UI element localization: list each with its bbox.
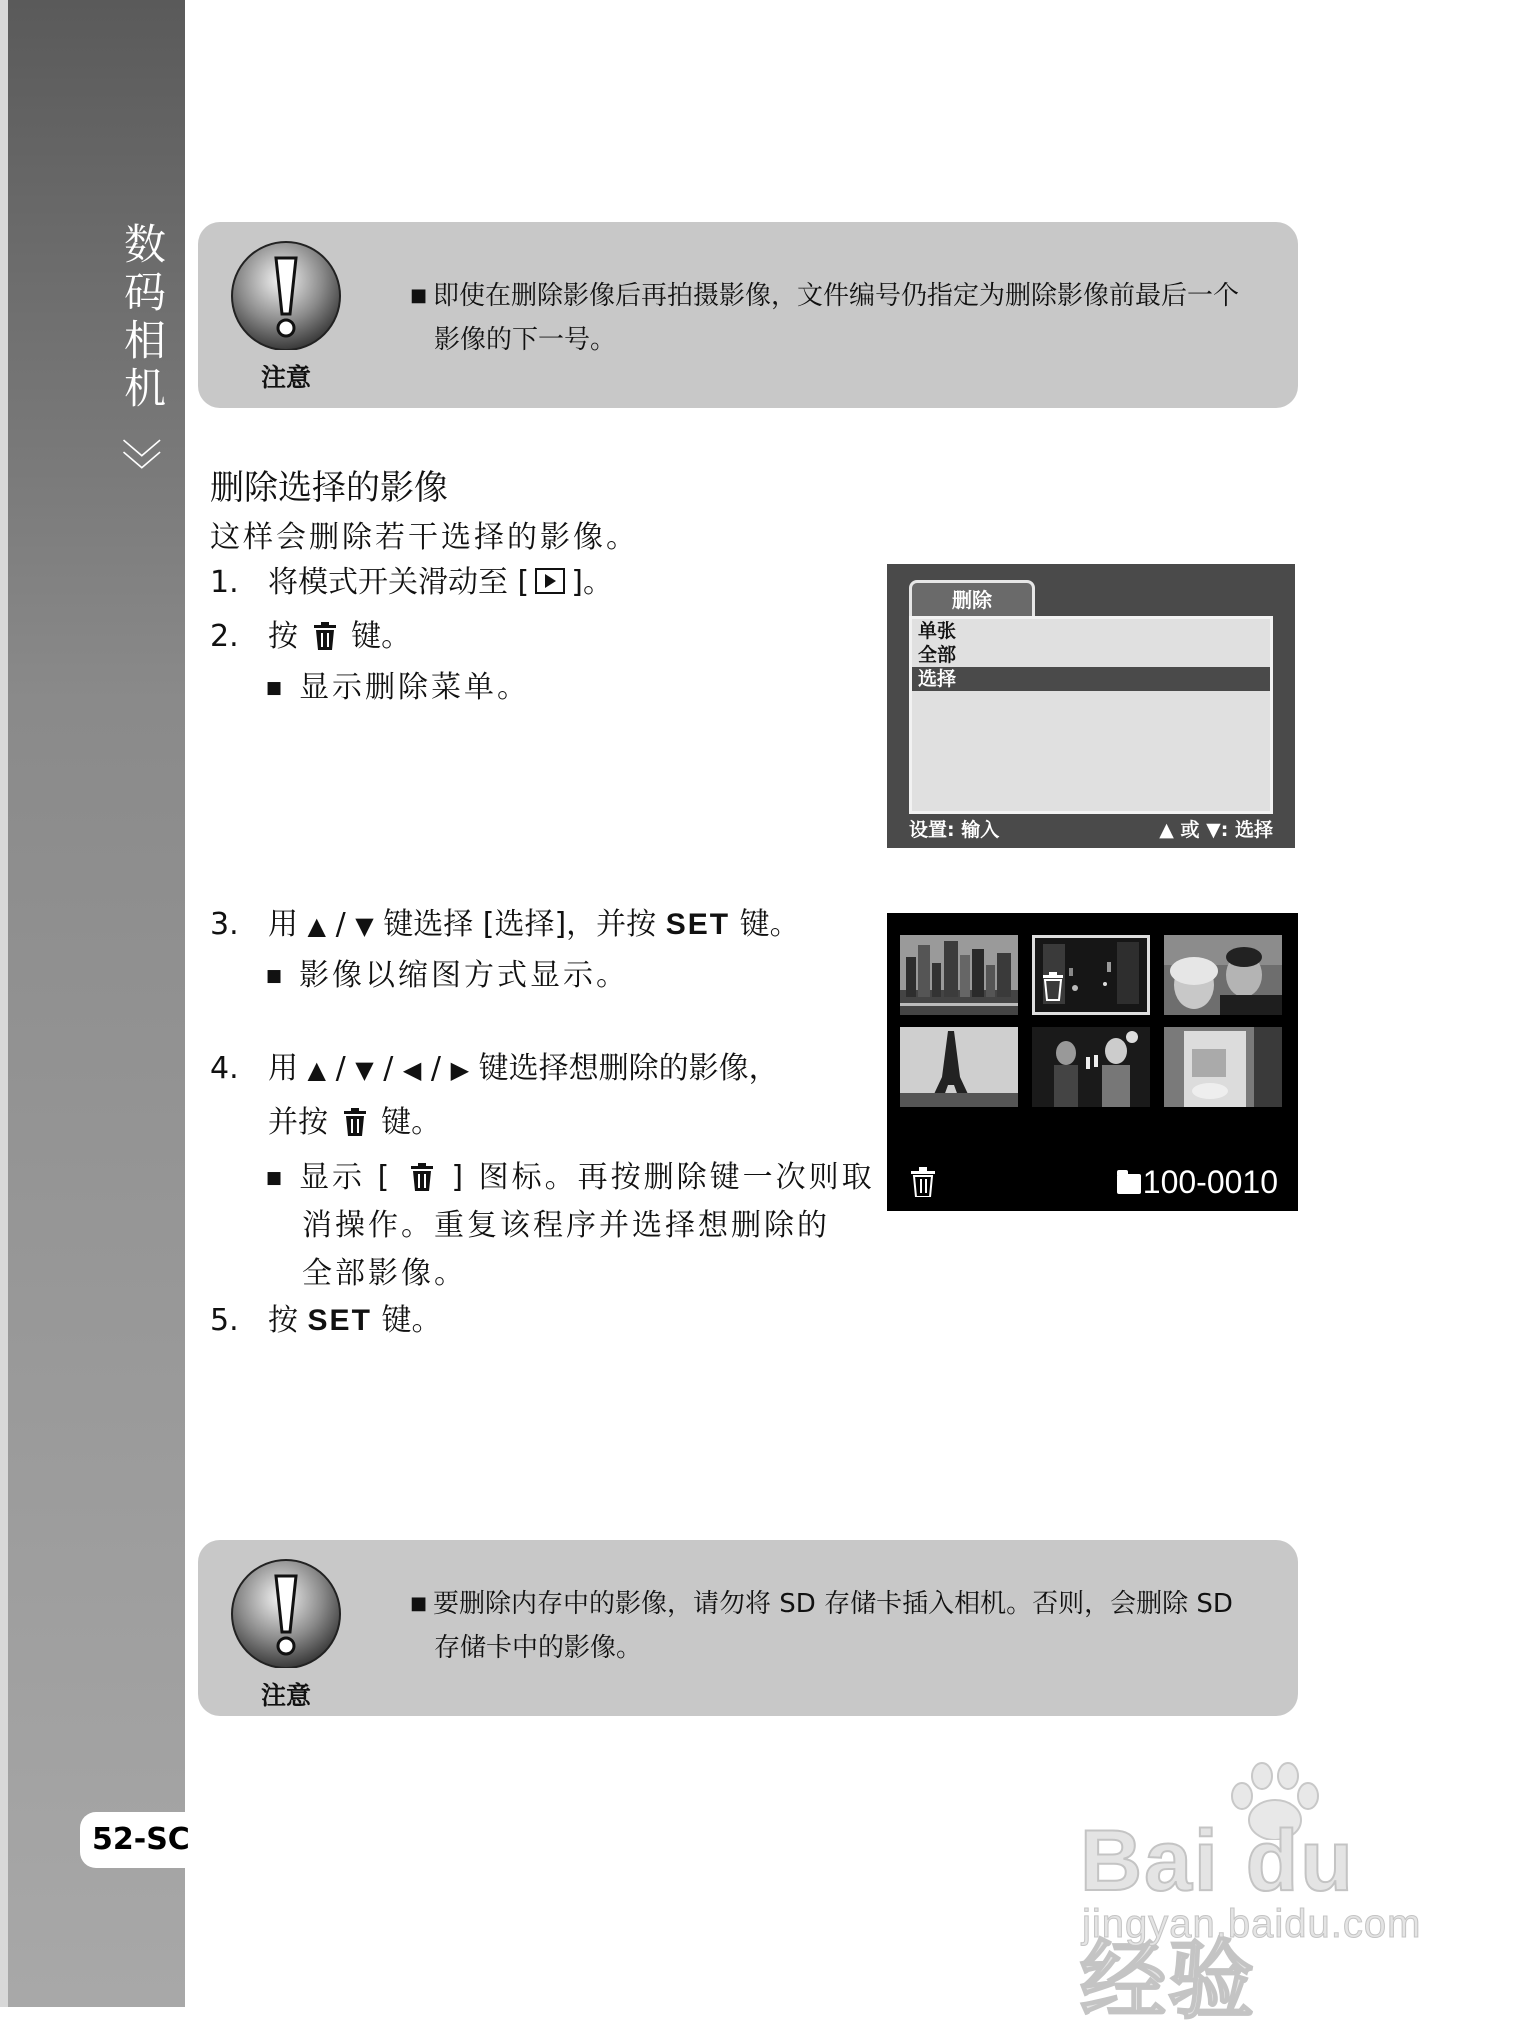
note-label: 注意 [260, 1681, 311, 1710]
set-key-label: SET [665, 908, 731, 941]
warning-icon [226, 240, 346, 394]
step-1: 1. 将模式开关滑动至 [ ]。 [210, 565, 613, 600]
down-arrow-icon: ▼ [355, 1056, 374, 1084]
step-2: 2. 按 键。 [210, 619, 412, 654]
bullet-icon: ■ [410, 1593, 428, 1614]
sidebar-title: 数码相机 [118, 222, 167, 414]
menu-panel [909, 616, 1273, 814]
note-text: ■ 即使在删除影像后再拍摄影像，文件编号仍指定为删除影像前最后一个 影像的下一号。 [410, 281, 1240, 355]
watermark-url: jingyan.baidu.com [1082, 1902, 1422, 1946]
step-4-note-line2: 消操作。重复该程序并选择想删除的 [302, 1208, 830, 1243]
sidebar-edge [0, 0, 8, 2007]
up-arrow-icon: ▲ [1159, 819, 1174, 841]
delete-menu-screen [887, 564, 1295, 848]
up-arrow-icon: ▲ [307, 912, 327, 940]
left-arrow-icon: ◀ [402, 1056, 422, 1084]
step-5: 5. 按 SET 键。 [210, 1303, 442, 1338]
down-arrow-icon: ▼ [1206, 819, 1221, 841]
folder-icon [1117, 1174, 1141, 1194]
trash-icon [344, 1108, 366, 1136]
note-box-1 [198, 222, 1298, 408]
footer-select-hint: ▲ 或 ▼: 选择 [1159, 819, 1273, 841]
step-3-note: ■ 影像以缩图方式显示。 [266, 958, 630, 993]
note-label: 注意 [260, 363, 311, 392]
thumbnail-screen [887, 913, 1298, 1211]
thumbnail-night-street-selected[interactable] [1032, 935, 1150, 1015]
bullet-icon: ■ [266, 678, 286, 698]
bullet-icon: ■ [410, 285, 428, 306]
bullet-icon: ■ [266, 1168, 286, 1188]
page-number: 52-SC [80, 1812, 190, 1868]
thumbnail-city-skyline[interactable] [900, 935, 1018, 1015]
watermark-main: Bai du 经验 [1080, 1813, 1355, 2029]
playback-icon [535, 568, 565, 594]
footer-set-hint: 设置: 输入 [909, 819, 1000, 841]
trash-icon [411, 1163, 433, 1191]
thumbnail-eiffel-tower[interactable] [900, 1027, 1018, 1107]
step-4: 4. 用 ▲ / ▼ / ◀ / ▶ 键选择想删除的影像， [210, 1051, 779, 1086]
folder-number: 100-0010 [1117, 1164, 1278, 1201]
menu-tab-delete[interactable]: 删除 [909, 580, 1035, 617]
section-title: 删除选择的影像 [210, 468, 448, 508]
bullet-icon: ■ [266, 966, 286, 986]
trash-icon [314, 622, 336, 650]
menu-item-select[interactable]: 选择 [912, 667, 1270, 691]
warning-icon [226, 1558, 346, 1712]
section-intro: 这样会删除若干选择的影像。 [210, 520, 639, 555]
thumbnail-party-toast[interactable] [1032, 1027, 1150, 1107]
thumbnail-portrait-couple[interactable] [1164, 935, 1282, 1015]
menu-item-all[interactable]: 全部 [918, 644, 957, 666]
step-4-line2: 并按 键。 [268, 1105, 442, 1140]
note-text: ■ 要删除内存中的影像，请勿将 SD 存储卡插入相机。否则，会删除 SD 存储卡中的影像。 [410, 1589, 1233, 1663]
menu-item-single[interactable]: 单张 [918, 620, 957, 642]
chevron-right-icon: 〉〉 [117, 438, 163, 482]
step-4-note: ■ 显示 [ ] 图标。再按删除键一次则取 [266, 1160, 875, 1195]
step-3: 3. 用 ▲ / ▼ 键选择 [选择]，并按 SET 键。 [210, 907, 800, 942]
down-arrow-icon: ▼ [355, 912, 374, 940]
set-key-label: SET [307, 1304, 372, 1337]
thumbnail-computer-display[interactable] [1164, 1027, 1282, 1107]
menu-footer [909, 816, 1273, 844]
up-arrow-icon: ▲ [307, 1056, 327, 1084]
baidu-watermark [1060, 1760, 1460, 2029]
note-box-2 [198, 1540, 1298, 1716]
step-2-note: ■ 显示删除菜单。 [266, 670, 531, 705]
trash-icon [911, 1167, 935, 1197]
step-4-note-line3: 全部影像。 [302, 1256, 467, 1291]
right-arrow-icon: ▶ [450, 1056, 470, 1084]
